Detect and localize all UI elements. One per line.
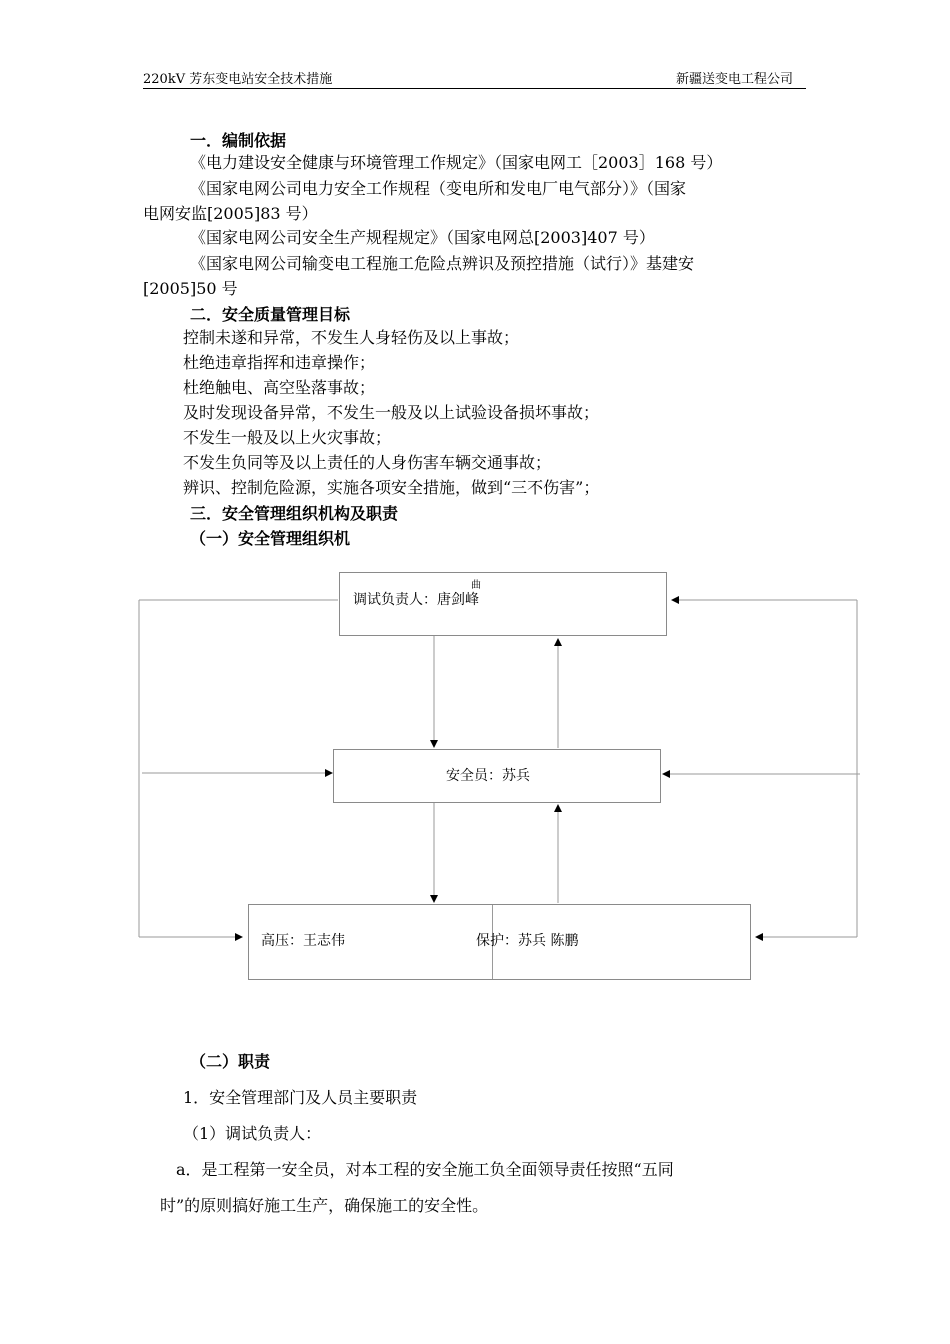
basis-line-1: 《电力建设安全健康与环境管理工作规定》（国家电网工［2003］168 号） [190,153,723,172]
header-left-title: 220kV 芳东变电站安全技术措施 [143,72,333,87]
org-box-commissioning-lead [339,572,667,636]
org-box-teams [248,904,751,980]
section1-heading: 一．编制依据 [190,131,287,150]
duties-paragraph-line-1: a．是工程第一安全员，对本工程的安全施工负全面领导责任按照“五同 [176,1160,674,1179]
org-box-overprint-mark: 曲 [471,580,481,591]
org-box-commissioning-lead-label: 调试负责人：唐剑峰 [353,592,479,608]
goal-item-6: 不发生负同等及以上责任的人身伤害车辆交通事故； [183,453,552,472]
basis-line-4: 《国家电网公司安全生产规程规定》（国家电网总[2003]407 号） [190,228,655,247]
goal-item-3: 杜绝触电、高空坠落事故； [183,378,376,397]
basis-line-3: 电网安监[2005]83 号） [143,204,318,223]
basis-line-5: 《国家电网公司输变电工程施工危险点辨识及预控措施（试行）》基建安 [190,254,695,273]
basis-line-6: [2005]50 号 [143,279,238,298]
org-box-protection-label: 保护：苏兵 陈鹏 [476,933,579,949]
header-right-company: 新疆送变电工程公司 [676,72,794,87]
org-box-high-voltage-label: 高压：王志伟 [261,933,345,949]
org-box-safety-officer-label: 安全员：苏兵 [446,768,530,784]
section4-heading: （二）职责 [190,1052,271,1071]
duties-paragraph-line-2: 时”的原则搞好施工生产，确保施工的安全性。 [160,1196,489,1215]
duties-item-2: （1）调试负责人： [183,1124,322,1143]
goal-item-7: 辨识、控制危险源，实施各项安全措施，做到“三不伤害”； [183,478,600,497]
basis-line-2: 《国家电网公司电力安全工作规程（变电所和发电厂电气部分）》（国家 [190,179,687,198]
duties-item-1: 1．安全管理部门及人员主要职责 [183,1088,418,1107]
goal-item-4: 及时发现设备异常，不发生一般及以上试验设备损坏事故； [183,403,600,422]
goal-item-1: 控制未遂和异常，不发生人身轻伤及以上事故； [183,328,520,347]
org-box-safety-officer [333,749,661,803]
goal-item-2: 杜绝违章指挥和违章操作； [183,353,376,372]
section2-heading: 二．安全质量管理目标 [190,305,351,324]
section3-sub-heading: （一）安全管理组织机 [190,529,351,548]
goal-item-5: 不发生一般及以上火灾事故； [183,428,392,447]
section3-heading: 三．安全管理组织机构及职责 [190,504,399,523]
